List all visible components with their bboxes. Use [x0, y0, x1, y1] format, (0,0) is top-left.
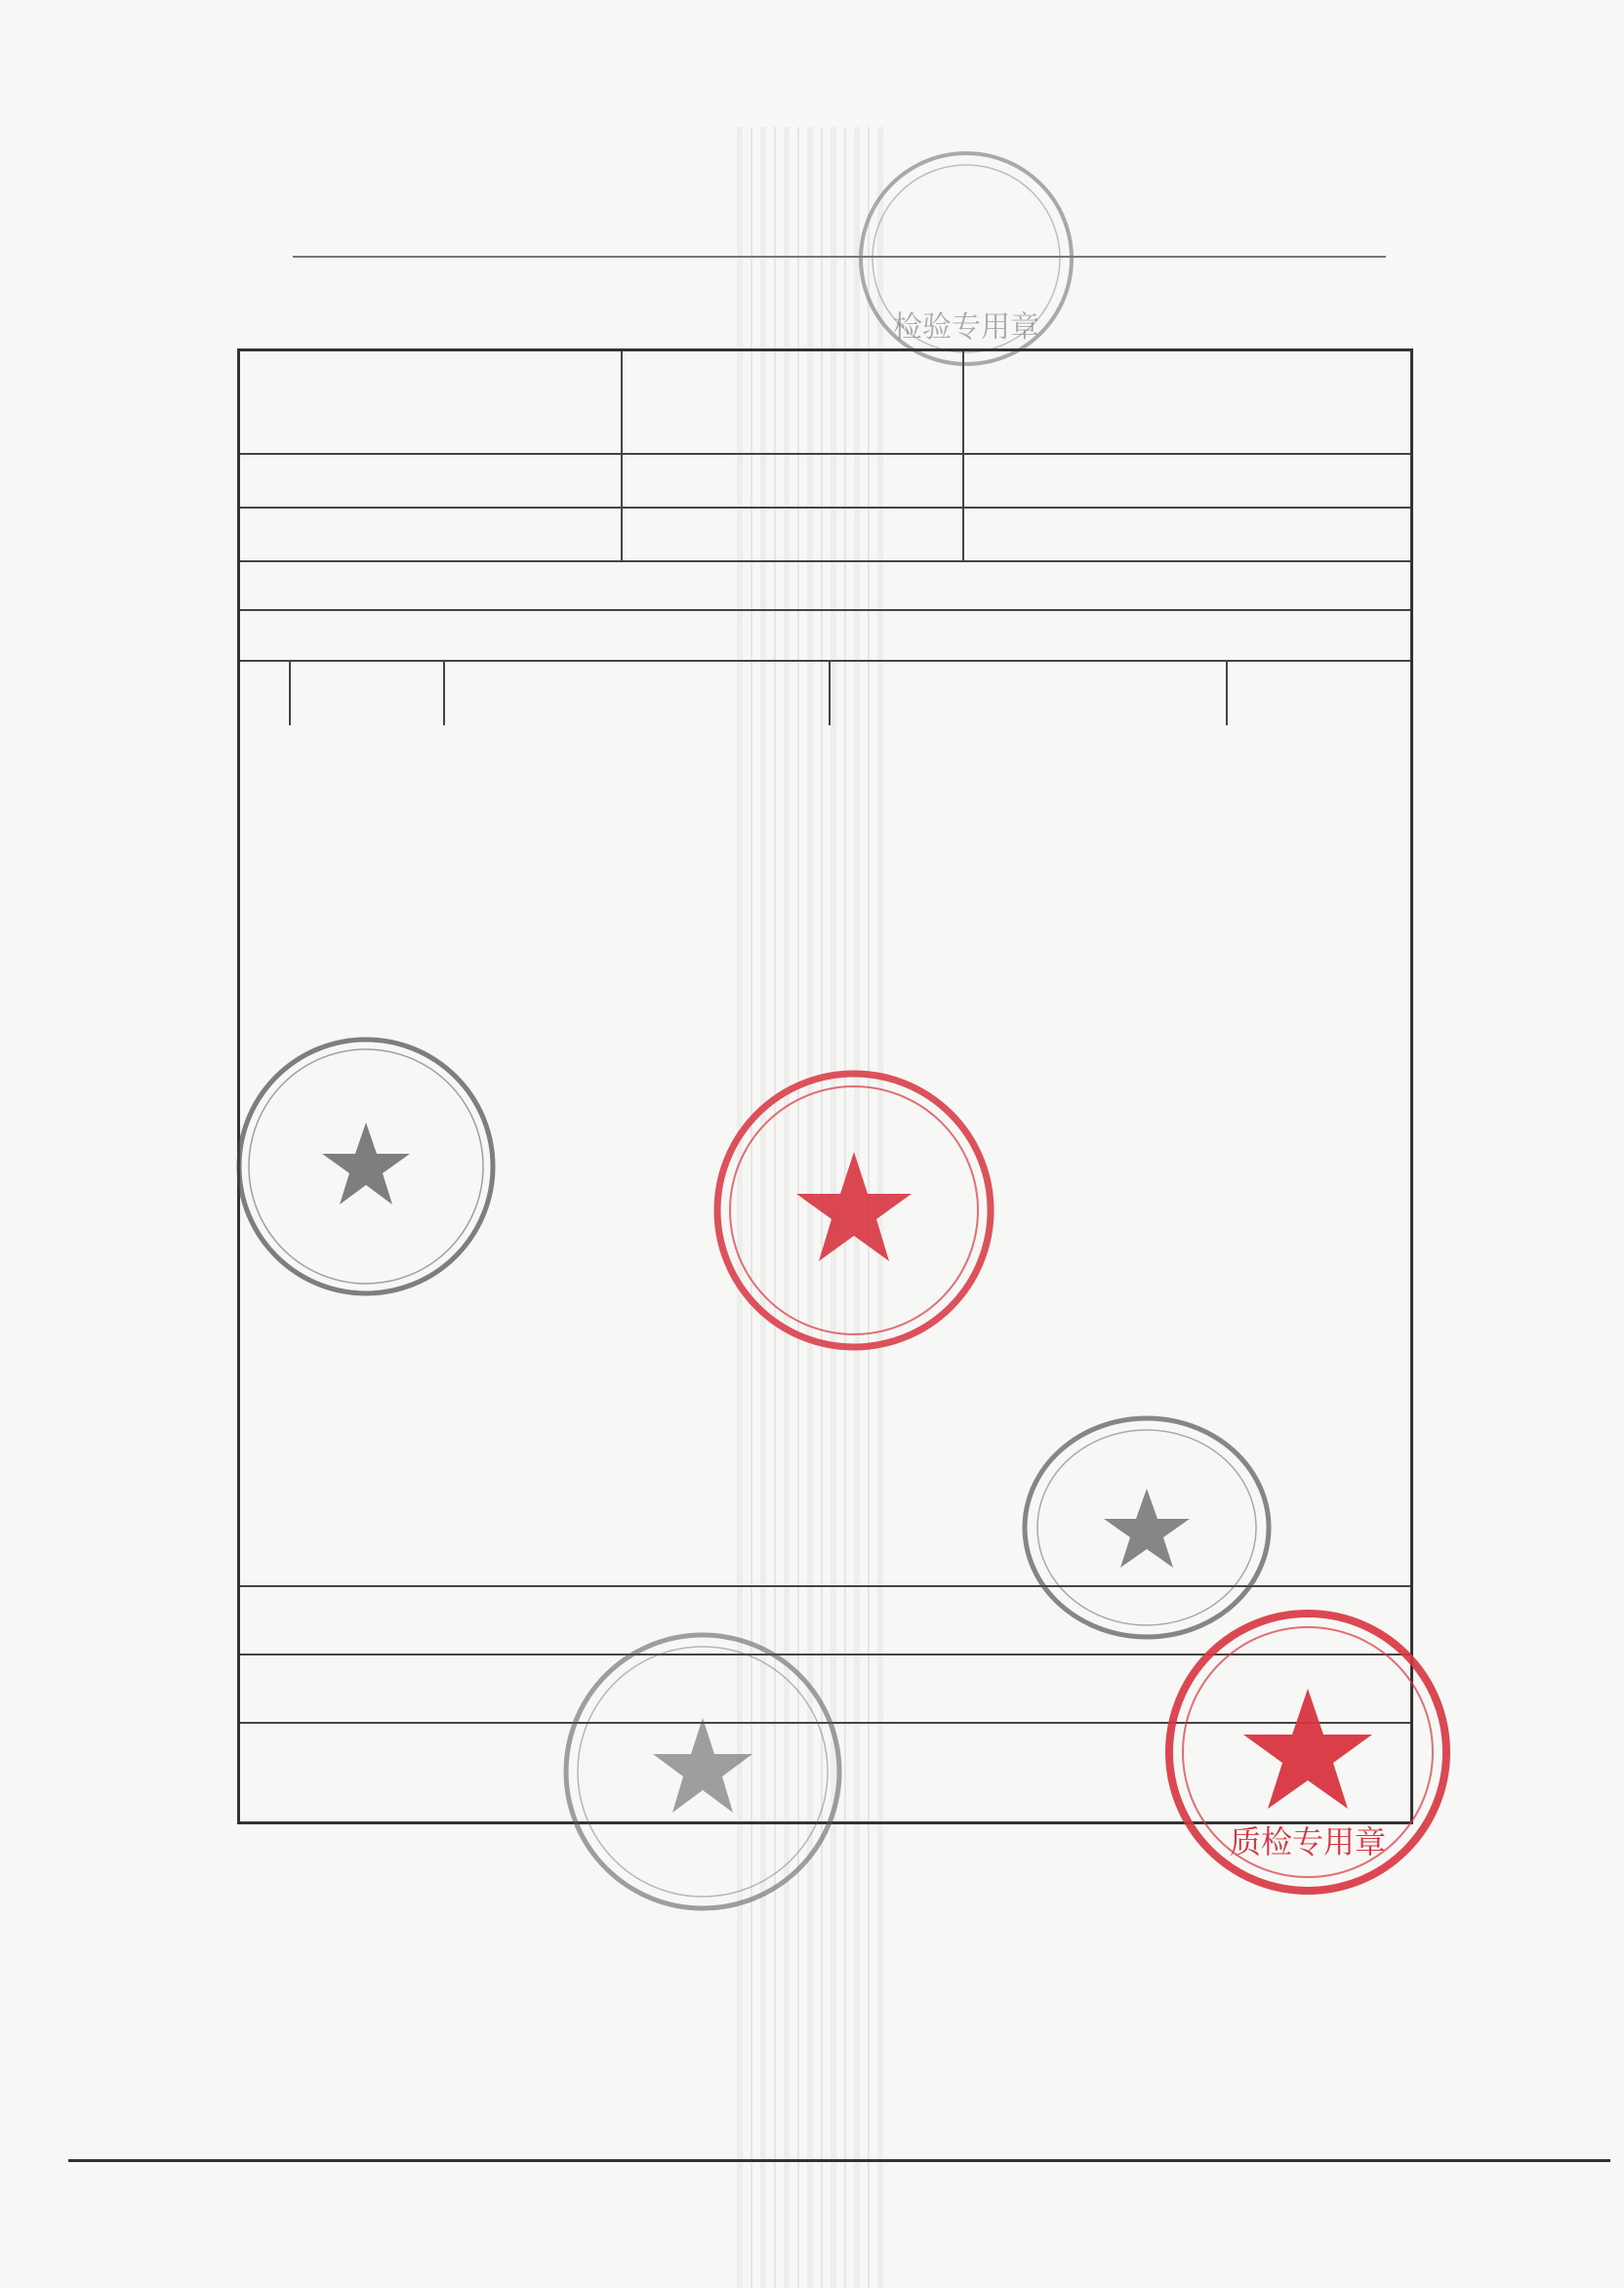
- batch-cell: [621, 351, 962, 453]
- report-no-cell: [962, 509, 1410, 562]
- table-header-row: [240, 660, 1410, 725]
- info-row-2: [240, 453, 1410, 509]
- grey-seal-bottom: [551, 1620, 854, 1923]
- standard-row: [240, 560, 1410, 611]
- report-date-cell: [621, 509, 962, 562]
- col-header-item: [289, 662, 443, 725]
- svg-text:检验专用章: 检验专用章: [893, 310, 1039, 345]
- bottom-rule: [68, 2159, 1610, 2162]
- red-seal-right: [1157, 1601, 1459, 1903]
- svg-text:质检专用章: 质检专用章: [1229, 1823, 1387, 1860]
- process-cell: [240, 455, 621, 509]
- red-seal-center: [703, 1059, 1005, 1362]
- spec-cell: [962, 351, 1410, 453]
- purpose-row: [240, 609, 1410, 662]
- col-header-conclusion: [1226, 662, 1410, 725]
- grey-seal-left: [224, 1025, 508, 1308]
- expiry-cell: [621, 455, 962, 509]
- col-header-no: [240, 662, 289, 725]
- product-cell: [240, 351, 621, 453]
- info-row-3: [240, 507, 1410, 562]
- header-rule: [293, 256, 1386, 258]
- info-row-1: [240, 351, 1410, 453]
- top-grey-seal: [849, 142, 1083, 376]
- purpose-cell: [240, 611, 1410, 662]
- producer-cell: [962, 455, 1410, 509]
- received-cell: [240, 509, 621, 562]
- col-header-result: [829, 662, 1226, 725]
- standard-cell: [240, 562, 1410, 611]
- col-header-standard: [443, 662, 829, 725]
